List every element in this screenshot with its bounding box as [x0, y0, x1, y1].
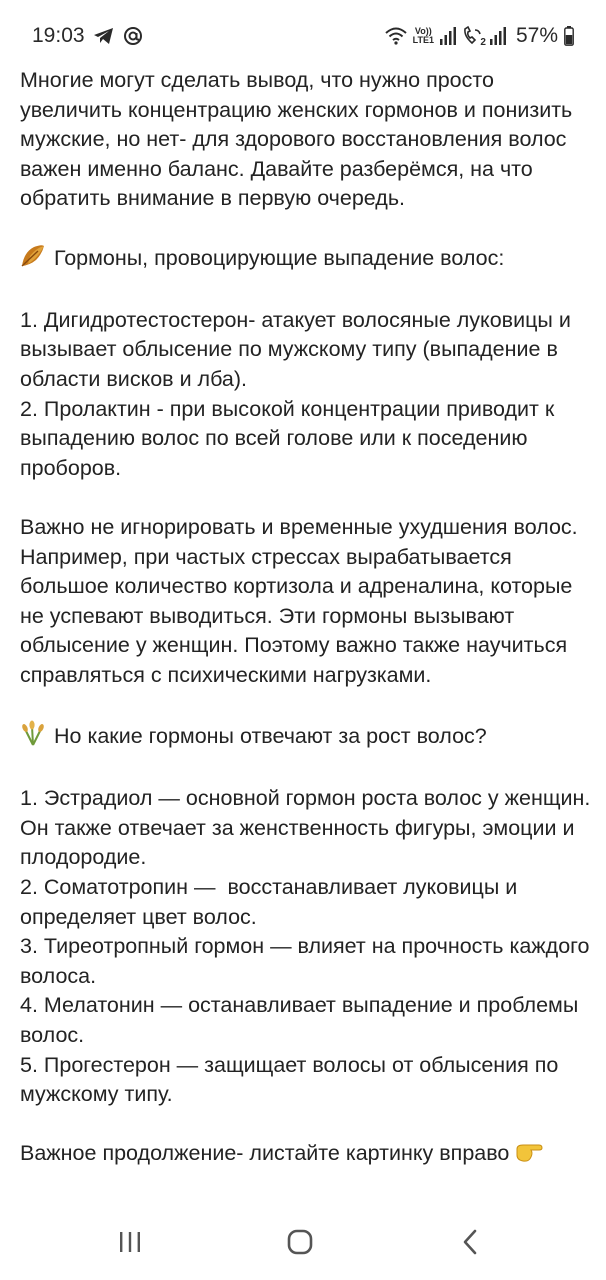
status-bar — [0, 0, 606, 62]
home-icon — [286, 1229, 314, 1260]
recent-apps-icon — [117, 1230, 143, 1259]
section2-item: 5. Прогестерон — защищает волосы от облысения по мужскому типу. — [20, 1052, 565, 1107]
sheaf-of-rice-icon — [20, 720, 46, 755]
back-button[interactable] — [440, 1224, 500, 1264]
section1-title: Гормоны, провоцирующие выпадение волос: — [54, 245, 505, 270]
outro-text: Важное продолжение- листайте картинку вправо — [20, 1141, 510, 1166]
fallen-leaf-icon — [20, 244, 46, 277]
section2-item: 4. Мелатонин — останавливает выпадение и проблемы волос. — [20, 993, 585, 1047]
telegram-icon — [93, 27, 115, 45]
pointing-right-hand-icon — [515, 1141, 543, 1172]
section2-item: 3. Тиреотропный гормон — влияет на прочность каждого волоса. — [20, 934, 596, 988]
section2-item: 1. Эстрадиол — основной гормон роста волос у женщин. Он также отвечает за женственность фигуры, эмоции и плодородие. — [20, 786, 597, 870]
recent-apps-button[interactable] — [100, 1224, 160, 1264]
wifi-icon — [385, 27, 407, 45]
battery-percentage: 57% — [515, 24, 558, 47]
section2-title: Но какие гормоны отвечают за рост волос? — [54, 724, 487, 749]
signal-icon — [440, 27, 456, 45]
volte-label: Vo)) — [414, 26, 432, 36]
signal-icon — [490, 27, 506, 45]
section1-heading — [20, 244, 592, 277]
message-text — [20, 66, 597, 1206]
at-sign-icon — [123, 26, 143, 46]
volte-icon — [413, 27, 434, 45]
stress-paragraph: Важно не игнорировать и временные ухудшения волос. Например, при частых стрессах вырабатывается большое количество кортизола и адреналина, которые не успевают выводиться. Эти гормоны вызывают облысение у женщин. Поэтому важно также научиться справляться с психическими нагрузками. — [20, 514, 584, 687]
section2-item: 2. Соматотропин — восстанавливает луковицы и определяет цвет волос. — [20, 875, 524, 929]
status-right — [385, 24, 574, 48]
lte-label: LTE1 — [412, 35, 434, 45]
section1-item: 2. Пролактин - при высокой концентрации приводит к выпадению волос по всей голове или к поседению проборов. — [20, 396, 561, 480]
section1-item: 1. Дигидротестостерон- атакует волосяные луковицы и вызывает облысение по мужскому типу (выпадение в области висков и лба). — [20, 307, 577, 391]
back-icon — [460, 1229, 480, 1260]
outro-paragraph — [20, 1139, 592, 1172]
battery-icon — [564, 26, 574, 46]
wifi-call-icon — [462, 26, 484, 46]
status-time: 19:03 — [32, 24, 85, 47]
status-left — [32, 24, 143, 48]
sim2-label: 2 — [480, 37, 486, 48]
section2-heading — [20, 720, 592, 755]
intro-paragraph: Многие могут сделать вывод, что нужно просто увеличить концентрацию женских гормонов и понизить мужские, но нет- для здорового восстановления волос важен именно баланс. Давайте разберёмся, на что обратить внимание в первую очередь. — [20, 68, 579, 211]
home-button[interactable] — [270, 1224, 330, 1264]
navigation-bar — [0, 1206, 606, 1280]
